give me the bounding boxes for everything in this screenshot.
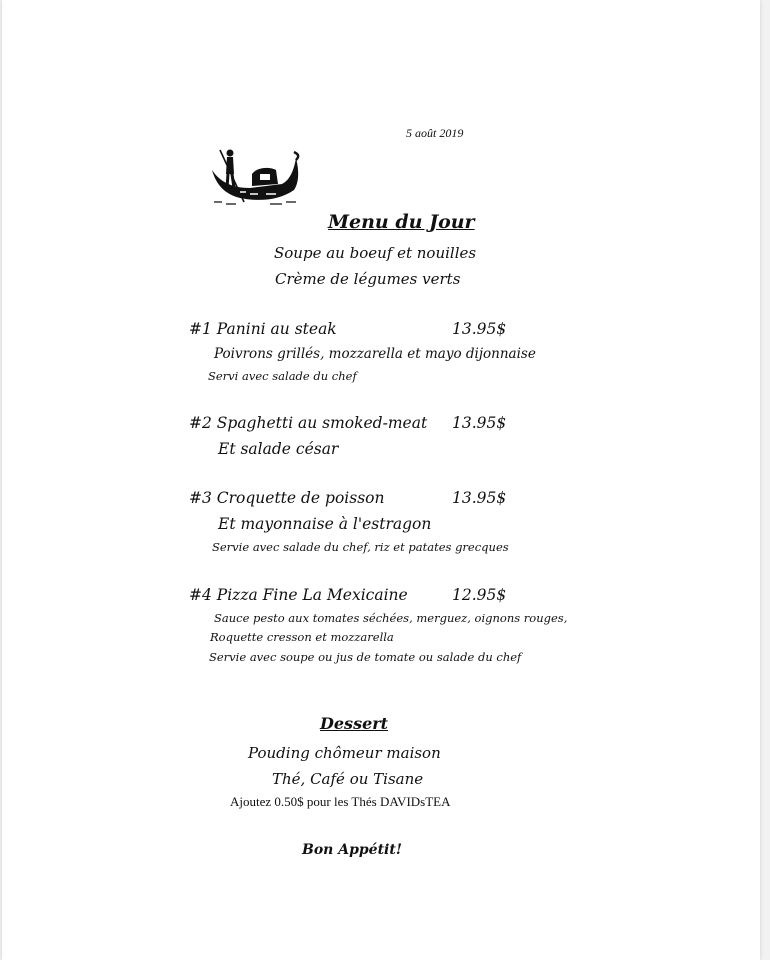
closing-text: Bon Appétit! (302, 842, 402, 858)
item-4-note-3: Servie avec soupe ou jus de tomate ou salade du chef (209, 650, 522, 664)
item-2-description: Et salade césar (218, 440, 339, 458)
menu-title: Menu du Jour (328, 211, 475, 233)
dessert-title: Dessert (320, 714, 389, 733)
item-1-description: Poivrons grillés, mozzarella et mayo dijonnaise (214, 346, 536, 362)
dessert-addon: Ajoutez 0.50$ pour les Thés DAVIDsTEA (230, 794, 451, 809)
item-3-name: #3 Croquette de poisson (189, 489, 385, 507)
item-2-name: #2 Spaghetti au smoked-meat (189, 414, 428, 432)
gondola-icon (210, 144, 302, 208)
soup-2: Crème de légumes verts (275, 270, 461, 288)
menu-page (2, 0, 760, 960)
item-2-price: 13.95$ (452, 414, 507, 432)
dessert-item-2: Thé, Café ou Tisane (272, 770, 424, 788)
item-3-description: Et mayonnaise à l'estragon (218, 515, 432, 533)
item-3-price: 13.95$ (452, 489, 507, 507)
item-4-name: #4 Pizza Fine La Mexicaine (189, 586, 408, 604)
item-4-note-2: Roquette cresson et mozzarella (210, 630, 394, 644)
item-4-note-1: Sauce pesto aux tomates séchées, merguez, oignons rouges, (214, 611, 568, 625)
dessert-item-1: Pouding chômeur maison (248, 744, 441, 762)
soup-1: Soupe au boeuf et nouilles (274, 244, 477, 262)
item-1-name: #1 Panini au steak (189, 320, 337, 338)
item-1-note: Servi avec salade du chef (208, 369, 357, 383)
item-1-price: 13.95$ (452, 320, 507, 338)
item-3-note: Servie avec salade du chef, riz et patates grecques (212, 540, 509, 554)
item-4-price: 12.95$ (452, 586, 507, 604)
menu-date: 5 août 2019 (406, 126, 464, 140)
